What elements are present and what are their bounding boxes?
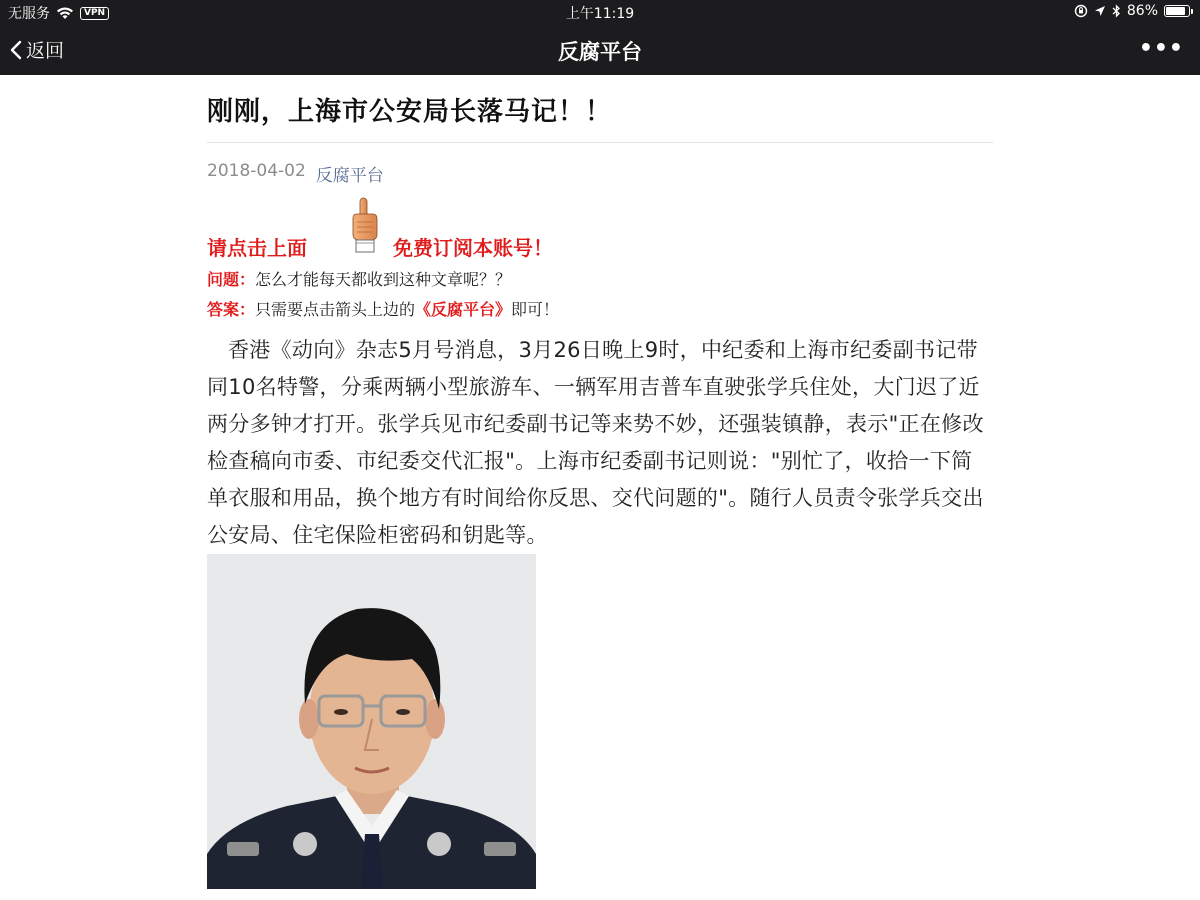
portrait-image bbox=[207, 554, 536, 889]
battery-level-fill bbox=[1166, 7, 1185, 15]
account-link[interactable]: 反腐平台 bbox=[315, 166, 384, 186]
vpn-badge: VPN bbox=[80, 7, 109, 20]
answer-label: 答案： bbox=[207, 300, 256, 319]
question-label: 问题： bbox=[207, 270, 256, 289]
carrier-label: 无服务 bbox=[8, 6, 50, 22]
top-bar bbox=[0, 0, 1200, 75]
orientation-lock-icon bbox=[1074, 4, 1088, 18]
article-body-paragraph: 香港《动向》杂志5月号消息，3月26日晚上9时，中纪委和上海市纪委副书记带同10名特警，分乘两辆小型旅游车、一辆军用吉普车直驶张学兵住处，大门迟了近两分多钟才打开。张学兵见市纪委副书记等来势不妙，还强装镇静，表示"正在修改检查稿向市委、市纪委交代汇报"。上海市纪委副书记则说："别忙了，收拾一下简单衣服和用品，换个地方有时间给你反思、交代问题的"。随行人员责令张学兵交出公安局、住宅保险柜密码和钥匙等。 bbox=[207, 338, 984, 547]
status-right bbox=[1074, 3, 1190, 19]
nav-title: 反腐平台 bbox=[558, 40, 642, 64]
answer-highlight: 《反腐平台》 bbox=[415, 300, 512, 319]
question-text: 怎么才能每天都收到这种文章呢？？ bbox=[255, 270, 512, 289]
subscribe-banner bbox=[207, 232, 993, 262]
location-icon bbox=[1094, 5, 1106, 17]
article-meta bbox=[207, 161, 993, 186]
answer-text-before: 只需要点击箭头上边的 bbox=[255, 300, 416, 319]
status-bar bbox=[0, 0, 1200, 24]
answer-text-after: 即可！ bbox=[511, 300, 560, 319]
pointing-hand-icon bbox=[347, 196, 381, 254]
battery-percent: 86% bbox=[1126, 3, 1158, 19]
answer-line bbox=[207, 298, 993, 322]
back-button[interactable] bbox=[10, 36, 64, 63]
status-time: 上午11:19 bbox=[565, 6, 635, 22]
battery-icon bbox=[1164, 5, 1190, 17]
more-options-button[interactable]: ••• bbox=[1138, 36, 1184, 61]
article-title: 刚刚，上海市公安局长落马记！！ bbox=[207, 75, 993, 143]
portrait-photo bbox=[207, 554, 536, 889]
bluetooth-icon bbox=[1112, 4, 1121, 18]
question-line bbox=[207, 268, 993, 292]
chevron-left-icon bbox=[10, 40, 22, 60]
article-date: 2018-04-02 bbox=[207, 161, 306, 181]
article-content bbox=[207, 75, 993, 889]
nav-bar bbox=[0, 24, 1200, 75]
subscribe-right-text: 免费订阅本账号！ bbox=[393, 236, 553, 260]
subscribe-left-text: 请点击上面 bbox=[207, 236, 307, 260]
back-label: 返回 bbox=[26, 40, 65, 62]
